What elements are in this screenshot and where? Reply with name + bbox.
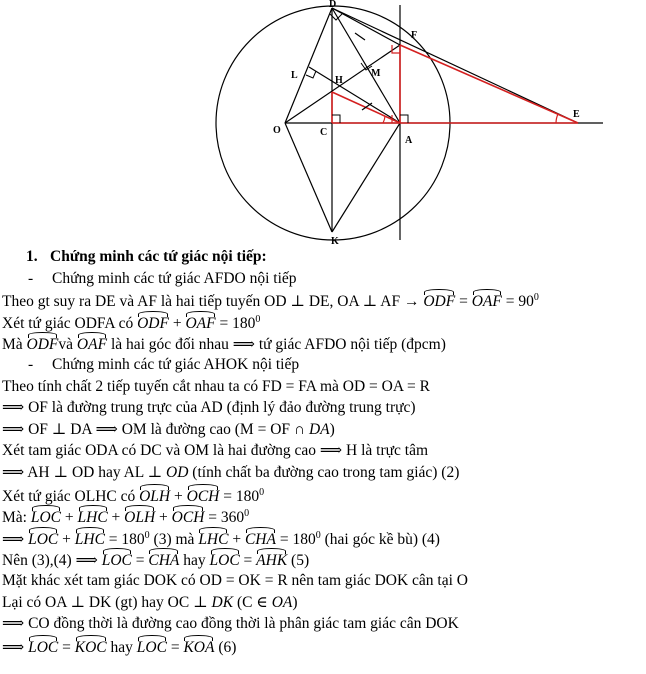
- heading-1: 1. Chứng minh các tứ giác nội tiếp:: [26, 248, 267, 265]
- proof-text: [2, 246, 644, 656]
- label-o: O: [273, 125, 281, 136]
- label-c: C: [320, 127, 328, 138]
- label-m: M: [371, 68, 381, 79]
- angle-arc-e: [556, 114, 558, 123]
- subheading-afdo: - Chứng minh các tứ giác AFDO nội tiếp: [28, 269, 297, 287]
- text-line-4: Xét tứ giác ODFA có ODF + OAF = $180^0$: [2, 311, 644, 333]
- right-angle-a: [400, 115, 408, 123]
- subheading-ahok: - Chứng minh các tứ giác AHOK nội tiếp: [28, 355, 300, 373]
- text-line-19: ⟹ LOC = KOC hay LOC = KOA (6): [2, 635, 644, 657]
- segment-ak: [332, 123, 400, 232]
- segment-ok: [285, 123, 332, 232]
- label-l: L: [291, 70, 298, 81]
- label-k: K: [331, 236, 339, 245]
- text-line-14: ⟹ LOC + LHC = $180^0$ (3) mà LHC + CHA = $180^0$ (hai góc kề bù) (4): [2, 527, 644, 549]
- text-line-13: Mà: LOC + LHC + OLH + OCH = $360^0$: [2, 505, 644, 527]
- right-angle-c: [332, 115, 340, 123]
- text-line-5: Mà ODFvà OAF là hai góc đối nhau ⟹ tứ giác AFDO nội tiếp (đpcm): [2, 332, 644, 354]
- text-line-9: ⟹ OF ⊥ DA ⟹ OM là đường cao (M = OF ∩ DA): [2, 420, 335, 438]
- segment-od: [285, 8, 332, 123]
- text-line-18: ⟹ CO đồng thời là đường cao đồng thời là phân giác tam giác cân DOK: [2, 615, 459, 633]
- label-h: H: [335, 75, 343, 86]
- red-segment-fe: [400, 45, 578, 123]
- text-line-8: ⟹ OF là đường trung trực của AD (định lý đảo đường trung trực): [2, 399, 416, 417]
- text-line-7: Theo tính chất 2 tiếp tuyến cắt nhau ta có FD = FA mà OD = OA = R: [2, 377, 431, 395]
- text-line-15: Nên (3),(4) ⟹ LOC = CHA hay LOC = AHK (5): [2, 548, 644, 570]
- angle-arc-a: [383, 116, 385, 123]
- label-a: A: [405, 135, 413, 146]
- text-line-12: Xét tứ giác OLHC có OLH + OCH = $180^0$: [2, 484, 644, 506]
- text-line-10: Xét tam giác ODA có DC và OM là hai đường cao ⟹ H là trực tâm: [2, 442, 429, 460]
- geometry-figure: [0, 0, 646, 245]
- text-line-17: Lại có OA ⊥ DK (gt) hay OC ⊥ DK (C ∈ OA): [2, 593, 298, 611]
- segment-ad: [332, 8, 400, 123]
- text-line-11: ⟹ AH ⊥ OD hay AL ⊥ OD (tính chất ba đường cao trong tam giác) (2): [2, 463, 460, 481]
- right-angle-l: [306, 71, 316, 78]
- segment-df: [332, 8, 400, 45]
- text-line-16: Mặt khác xét tam giác DOK có OD = OK = R nên tam giác DOK cân tại O: [2, 571, 468, 589]
- label-f: F: [411, 30, 418, 41]
- label-e: E: [573, 109, 580, 120]
- text-line-3: Theo gt suy ra DE và AF là hai tiếp tuyến OD ⊥ DE, OA ⊥ AF → ODF = OAF = $90^0$: [2, 289, 644, 311]
- label-d: D: [329, 0, 337, 10]
- tick-mark-2: [355, 33, 365, 40]
